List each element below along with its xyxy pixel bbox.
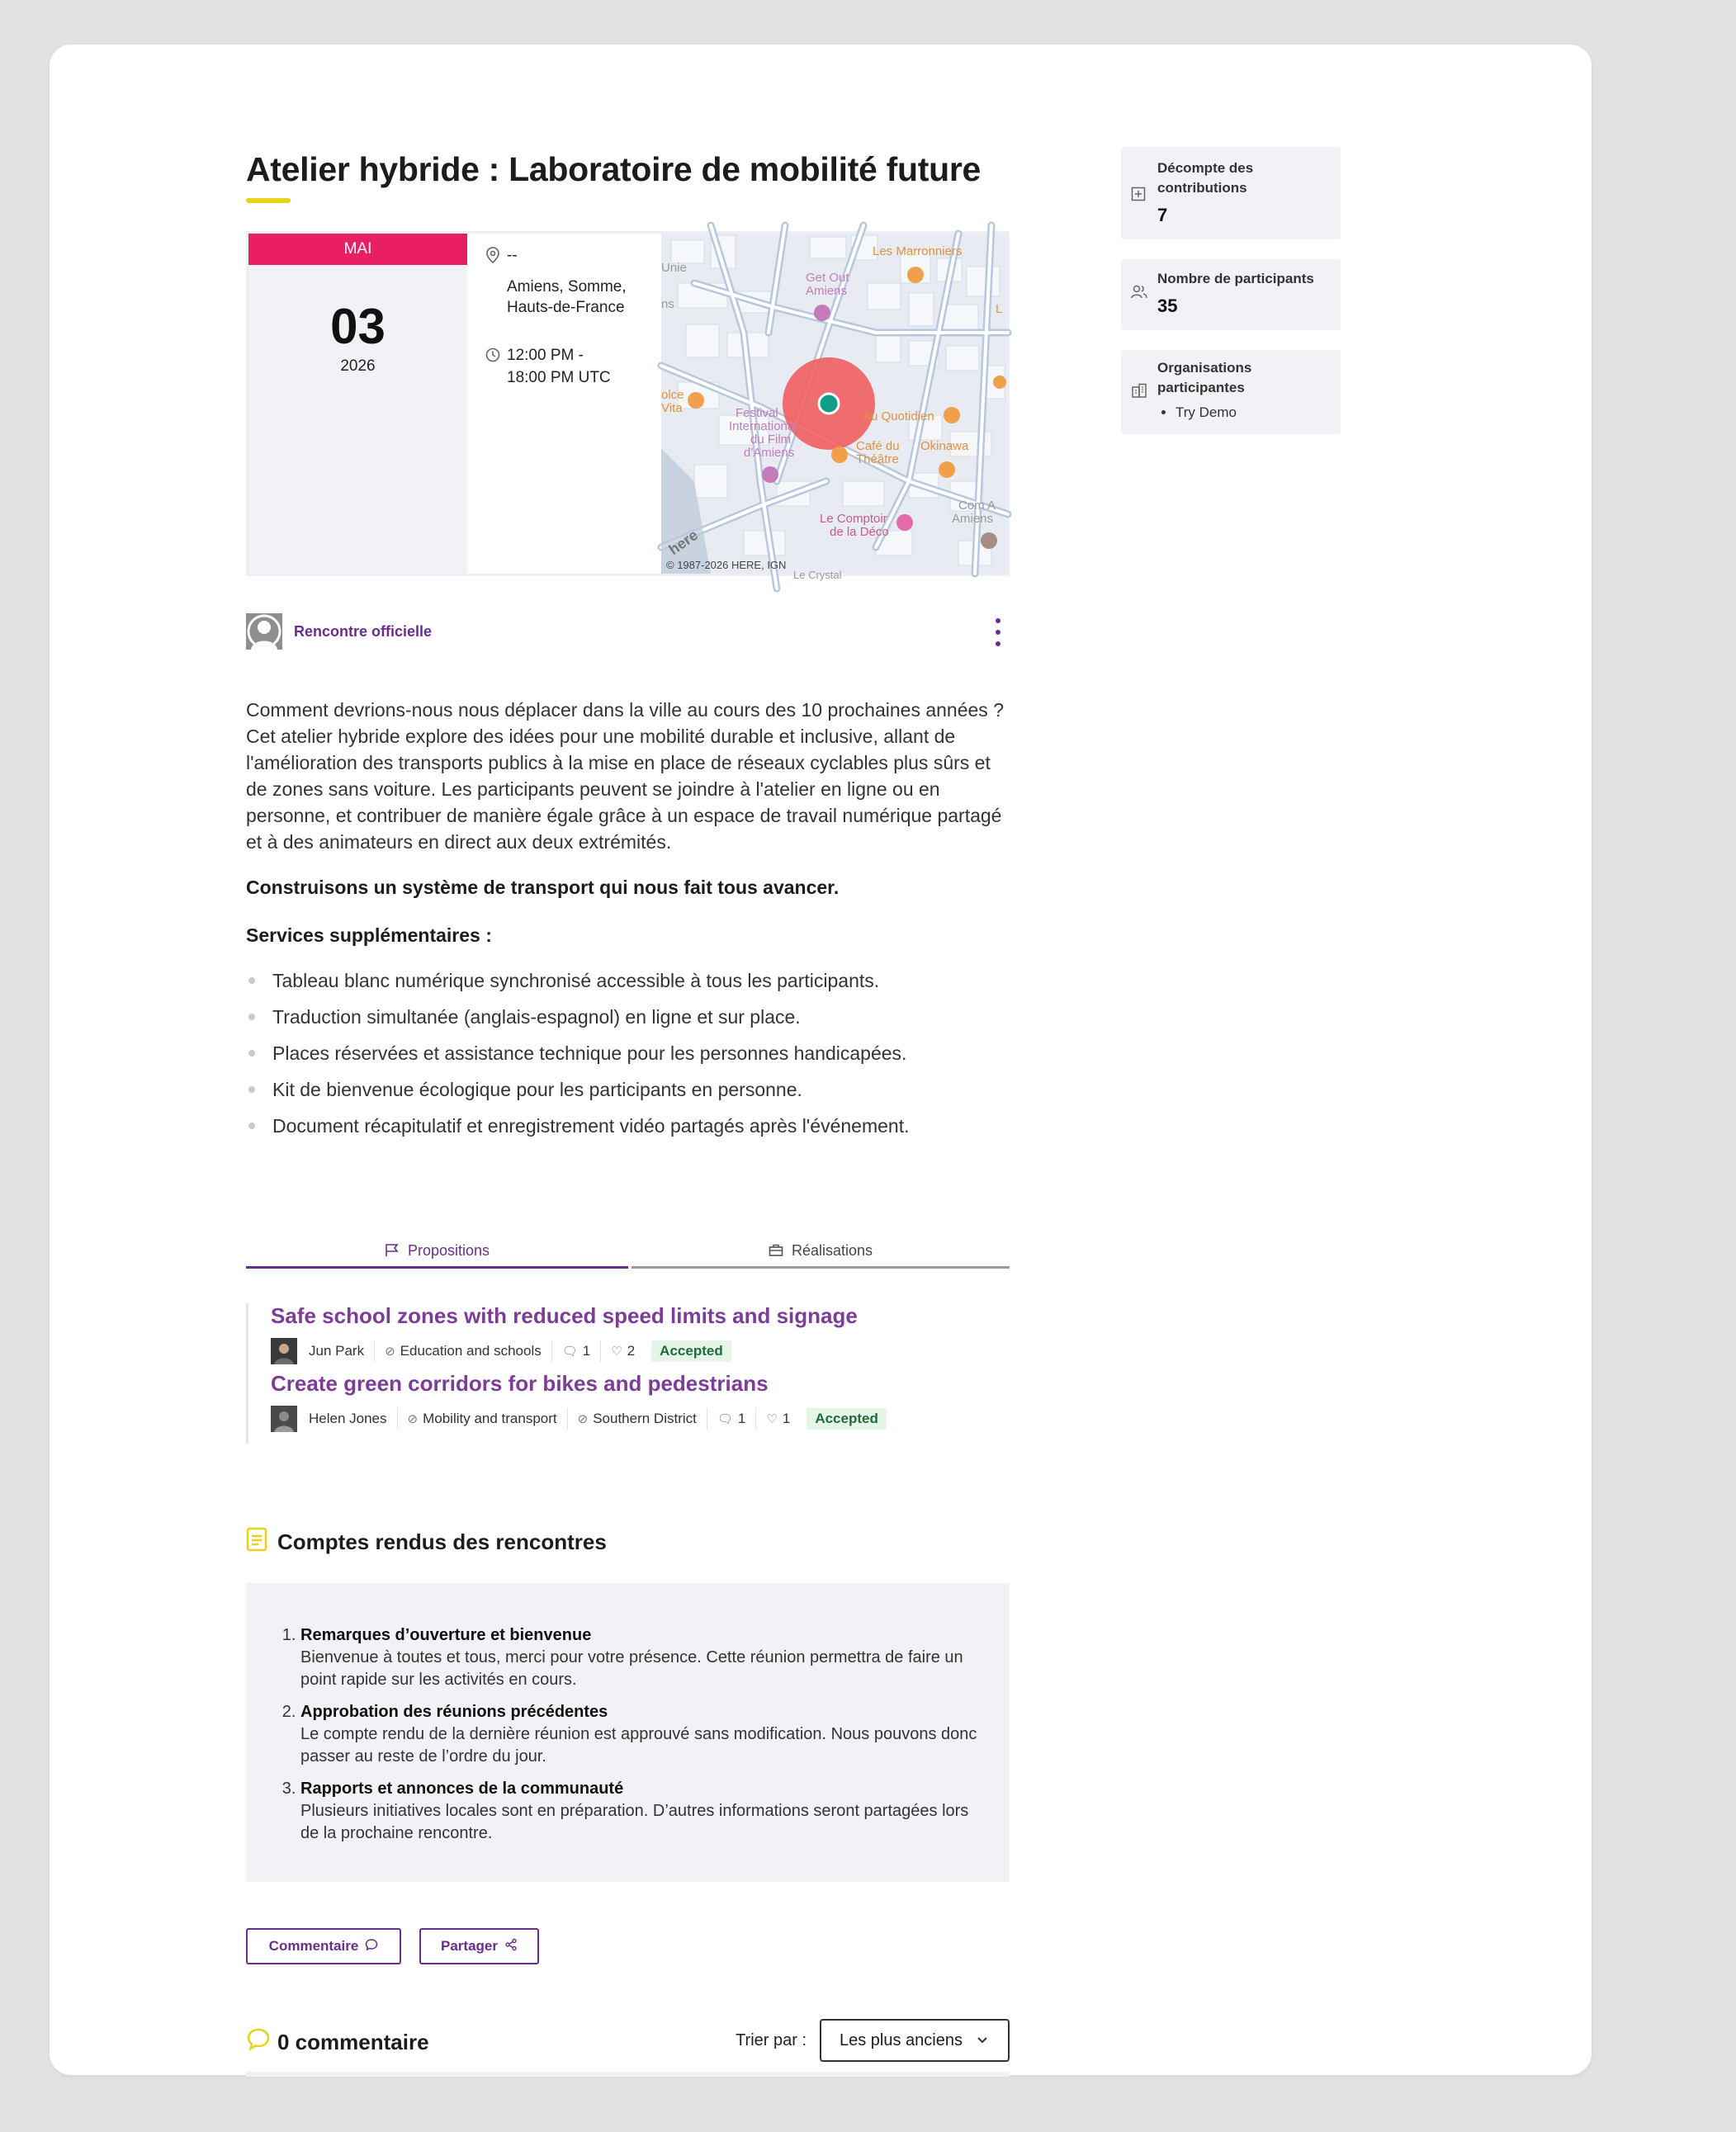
action-buttons — [246, 1928, 557, 1964]
list-item: Document récapitulatif et enregistrement vidéo partagés après l'événement. — [246, 1108, 1010, 1144]
speech-bubble-icon — [365, 1938, 378, 1955]
location-address: Amiens, Somme, Hauts-de-France — [507, 278, 627, 316]
svg-text:L: L — [996, 302, 1003, 316]
flag-icon — [385, 1240, 400, 1265]
avatar — [271, 1338, 297, 1364]
svg-text:Théâtre: Théâtre — [856, 452, 899, 466]
svg-text:Vita: Vita — [661, 401, 683, 415]
list-item: Places réservées et assistance technique pour les personnes handicapées. — [246, 1035, 1010, 1071]
content-tabs — [246, 1238, 1010, 1271]
services-title: Services supplémentaires : — [246, 924, 492, 946]
tag-icon: ⊘ — [385, 1345, 395, 1359]
svg-text:ns: ns — [661, 297, 674, 311]
comment-form-edge — [246, 2072, 1010, 2077]
list-item: Kit de bienvenue écologique pour les participants en personne. — [246, 1071, 1010, 1108]
sidebar — [1121, 147, 1341, 454]
speech-bubble-icon — [246, 2027, 271, 2058]
tab-results[interactable]: Réalisations — [631, 1238, 1010, 1269]
users-icon — [1131, 284, 1147, 303]
comments-icon: 🗨 — [561, 1345, 578, 1359]
svg-text:Le Crystal: Le Crystal — [793, 569, 842, 581]
svg-text:Okinawa: Okinawa — [920, 439, 969, 453]
minutes-heading: Comptes rendus des rencontres — [246, 1527, 607, 1558]
proposal-title[interactable]: Safe school zones with reduced speed limits and signage — [271, 1303, 858, 1328]
heart-icon: ♡ — [611, 1345, 622, 1359]
sort-label: Trier par : — [736, 2030, 807, 2049]
status-badge: Accepted — [807, 1408, 887, 1430]
event-year: 2026 — [340, 357, 376, 375]
comments-icon: 🗨 — [717, 1412, 733, 1426]
list-item — [271, 1371, 887, 1430]
share-icon — [504, 1938, 518, 1955]
tab-proposals[interactable]: Propositions — [246, 1238, 628, 1269]
proposal-likes-count: 1 — [782, 1411, 791, 1426]
svg-text:here: here — [665, 526, 702, 559]
proposal-meta — [271, 1408, 887, 1430]
svg-text:d'Amiens: d'Amiens — [744, 446, 795, 460]
plus-square-icon — [1131, 187, 1146, 206]
list-item: 1. Remarques d’ouverture et bienvenue Bienvenue à toutes et tous, merci pour votre présence. Cette réunion permettra de faire un point rapide sur les activités en cours. — [300, 1624, 982, 1691]
list-item: Traduction simultanée (anglais-espagnol) en ligne et sur place. — [246, 999, 1010, 1035]
list-item — [271, 1303, 858, 1362]
svg-text:Unie: Unie — [661, 261, 687, 275]
svg-text:de la Déco: de la Déco — [830, 525, 889, 539]
document-icon — [246, 1527, 267, 1558]
author-row — [246, 613, 1010, 651]
services-list — [246, 962, 1010, 1144]
svg-text:du Film: du Film — [750, 433, 792, 447]
tag-icon: ⊘ — [577, 1412, 589, 1426]
svg-text:Amiens: Amiens — [806, 284, 848, 298]
contributions-count: 7 — [1157, 205, 1168, 225]
svg-text:International: International — [729, 419, 797, 433]
event-time: 12:00 PM - 18:00 PM UTC — [507, 347, 611, 386]
proposal-comments-count: 1 — [737, 1411, 746, 1426]
proposal-author[interactable]: Jun Park — [309, 1343, 365, 1359]
comments-heading: 0 commentaire — [246, 2027, 429, 2058]
more-options-icon[interactable] — [995, 618, 1001, 646]
status-badge: Accepted — [651, 1340, 731, 1362]
svg-text:Au Quotidien: Au Quotidien — [863, 409, 934, 423]
date-block — [248, 234, 467, 574]
stat-organizations: Organisations participantes • Try Demo — [1121, 350, 1341, 434]
page-title: Atelier hybride : Laboratoire de mobilité future — [246, 150, 982, 188]
clock-icon — [485, 344, 507, 389]
event-info — [467, 234, 661, 574]
svg-text:Festival: Festival — [736, 406, 778, 420]
stat-contributions: Décompte des contributions 7 — [1121, 147, 1341, 239]
list-item: 3. Rapports et annonces de la communauté Plusieurs initiatives locales sont en préparation. D’autres informations seront partagées lors de la prochaine rencontre. — [300, 1778, 982, 1845]
svg-text:Le Comptoir: Le Comptoir — [820, 512, 887, 526]
event-tagline: Construisons un système de transport qui nous fait tous avancer. — [246, 877, 840, 898]
list-item: Tableau blanc numérique synchronisé accessible à tous les participants. — [246, 962, 1010, 999]
chevron-down-icon — [975, 2032, 990, 2052]
proposal-author[interactable]: Helen Jones — [309, 1411, 387, 1426]
stat-participants: Nombre de participants 35 — [1121, 259, 1341, 330]
participants-count: 35 — [1157, 295, 1178, 316]
svg-text:Café du: Café du — [856, 439, 900, 453]
proposal-meta — [271, 1340, 858, 1362]
briefcase-icon — [769, 1240, 783, 1265]
list-item: 2. Approbation des réunions précédentes Le compte rendu de la dernière réunion est approuvé sans modification. Nous pouvons donc passer au reste de l’ordre du jour. — [300, 1701, 982, 1768]
event-month: MAI — [248, 234, 467, 265]
sort-select[interactable]: Les plus anciens — [820, 2019, 1010, 2062]
share-button[interactable]: Partager — [419, 1928, 539, 1964]
location-map[interactable] — [661, 234, 1007, 581]
list-item[interactable]: • Try Demo — [1175, 404, 1237, 421]
proposal-scope[interactable]: Southern District — [593, 1411, 697, 1426]
map-center-dot — [819, 394, 839, 414]
minutes-list — [274, 1624, 982, 1845]
proposal-category[interactable]: Education and schools — [400, 1343, 542, 1359]
proposal-category[interactable]: Mobility and transport — [423, 1411, 557, 1426]
proposal-likes-count: 2 — [627, 1343, 636, 1359]
sort-control — [736, 2019, 1010, 2062]
svg-text:Amiens: Amiens — [952, 512, 994, 526]
tag-icon: ⊘ — [407, 1412, 419, 1426]
svg-text:Com A: Com A — [958, 499, 996, 513]
proposal-title[interactable]: Create green corridors for bikes and pedestrians — [271, 1371, 769, 1396]
author-avatar[interactable] — [246, 613, 282, 650]
svg-text:Les Marronniers: Les Marronniers — [873, 244, 963, 258]
content-card — [50, 45, 1592, 2075]
location-pin-icon — [485, 247, 507, 268]
minutes-box — [246, 1583, 1010, 1882]
author-name[interactable]: Rencontre officielle — [294, 623, 433, 640]
proposal-comments-count: 1 — [582, 1343, 591, 1359]
building-icon — [1131, 383, 1147, 402]
proposals-list — [246, 1303, 1012, 1444]
title-underline — [246, 198, 291, 203]
svg-text:olce: olce — [661, 388, 684, 402]
comment-button[interactable]: Commentaire — [246, 1928, 401, 1964]
map-label-get-out: Get Out — [806, 271, 849, 285]
event-day: 03 — [330, 299, 386, 354]
event-description: Comment devrions-nous nous déplacer dans la ville au cours des 10 prochaines années ? Cet atelier hybride explore des idées pour une mobilité durable et inclusive, allant de l'amélioration des transports publics à la mise en place de réseaux cyclables plus sûrs et de zones sans voiture. Les participants peuvent se joindre à l'atelier en ligne ou en personne, et contribuer de manière égale grâce à un espace de travail numérique partagé et à des animateurs en direct aux deux extrémités. — [246, 699, 1004, 853]
avatar — [271, 1406, 297, 1432]
location-row — [485, 247, 518, 268]
organizations-list — [1157, 404, 1237, 421]
heart-icon: ♡ — [766, 1412, 778, 1426]
location-name: -- — [507, 247, 518, 264]
event-details-box — [246, 231, 1010, 581]
svg-text:© 1987-2026 HERE, IGN: © 1987-2026 HERE, IGN — [666, 559, 787, 571]
time-row — [485, 344, 611, 389]
